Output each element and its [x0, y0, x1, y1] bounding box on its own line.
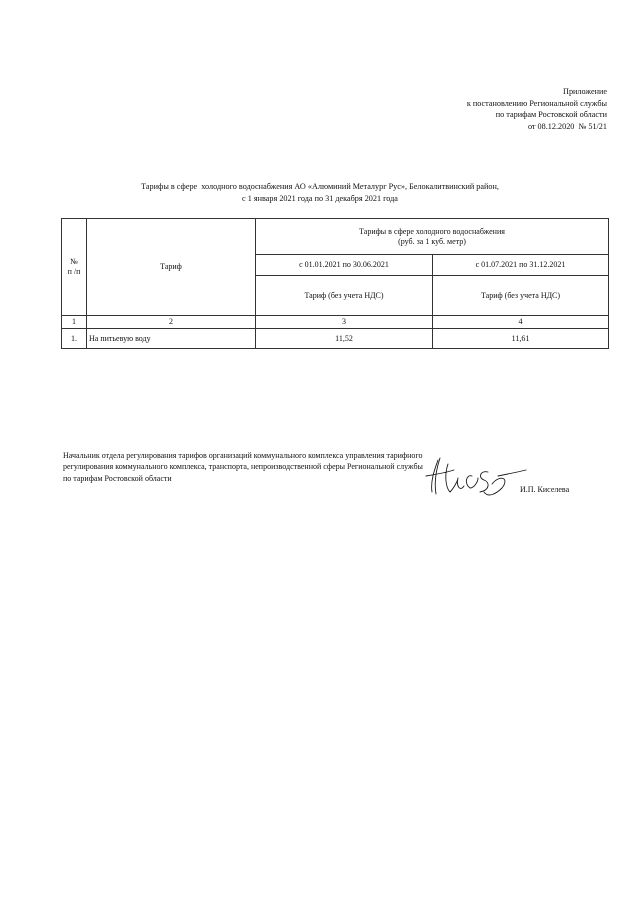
index-cell: 4 [433, 316, 609, 329]
document-title [0, 181, 640, 204]
title-line-2: с 1 января 2021 года по 31 декабря 2021 года [242, 193, 398, 203]
index-cell: 3 [256, 316, 433, 329]
header-sub-1: Тариф (без учета НДС) [256, 276, 433, 316]
appendix-line: от 08.12.2020 № 51/21 [527, 121, 607, 131]
header-number: № п /п [62, 219, 87, 316]
header-sub-2: Тариф (без учета НДС) [433, 276, 609, 316]
header-group: Тарифы в сфере холодного водоснабжения (руб. за 1 куб. метр) [256, 219, 609, 255]
header-period-2: с 01.07.2021 по 31.12.2021 [433, 255, 609, 276]
signatory-name: И.П. Киселева [520, 485, 570, 494]
header-period-1: с 01.01.2021 по 30.06.2021 [256, 255, 433, 276]
appendix-block [467, 86, 607, 132]
index-cell: 2 [87, 316, 256, 329]
handwritten-signature [418, 448, 528, 503]
row-value-1: 11,52 [256, 329, 433, 349]
table-row [62, 329, 609, 349]
appendix-line: к постановлению Региональной службы [466, 98, 607, 108]
row-value-2: 11,61 [433, 329, 609, 349]
row-number: 1. [62, 329, 87, 349]
appendix-line: Приложение [563, 87, 607, 96]
index-row [62, 316, 609, 329]
appendix-line: по тарифам Ростовской области [495, 110, 607, 120]
title-line-1: Тарифы в сфере холодного водоснабжения АО «Алюминий Металург Рус», Белокалитвинский район, [141, 182, 499, 191]
header-tariff: Тариф [87, 219, 256, 316]
row-name: На питьевую воду [87, 329, 256, 349]
signatory-position: Начальник отдела регулирования тарифов организаций коммунального комплекса управления тарифного регулирования коммунального комплекса, транспорта, непроизводственной сферы Региональной службы по тарифам Ростовской области [63, 451, 423, 483]
index-cell: 1 [62, 316, 87, 329]
tariff-table [61, 218, 609, 349]
